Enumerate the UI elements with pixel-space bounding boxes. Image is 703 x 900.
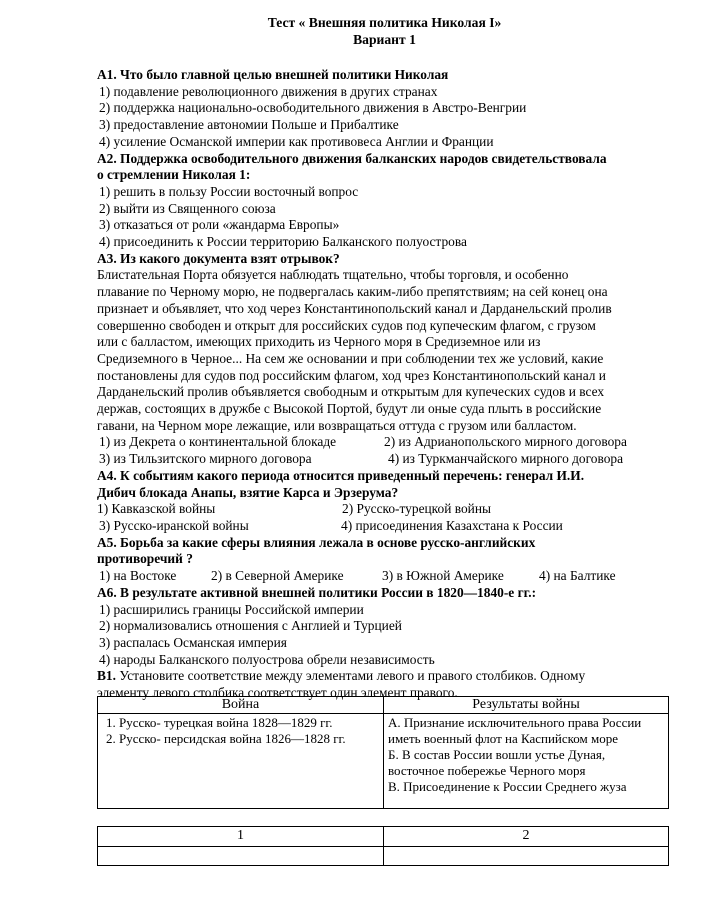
right-item: Б. В состав России вошли устье Дуная, восточное побережье Черного моря xyxy=(388,747,606,779)
answer-option: 4) на Балтике xyxy=(539,568,616,584)
answer-table xyxy=(97,826,669,866)
question-a5 xyxy=(97,535,672,585)
question-a6 xyxy=(97,585,672,669)
answer-option: 2) поддержка национально-освободительного движения в Австро-Венгрии xyxy=(99,100,527,116)
answer-option: 2) в Северной Америке xyxy=(211,568,344,584)
question-a3 xyxy=(97,251,672,468)
question-a1 xyxy=(97,67,672,151)
excerpt-line: держав, состоящих в дружбе с Высокой Портой, будут ли оные суда плыть в российские xyxy=(97,401,602,417)
answer-option: 3) из Тильзитского мирного договора xyxy=(99,451,312,467)
excerpt-line: плавание по Черному морю, не подвергалась каким-либо препятствиям; на сей конец она xyxy=(97,284,608,300)
variant-title: Вариант 1 xyxy=(353,32,416,47)
test-title: Тест « Внешняя политика Николая I» xyxy=(267,15,502,30)
answer-option: 2) из Адрианопольского мирного договора xyxy=(384,434,627,450)
right-cell xyxy=(384,714,669,809)
column-header-results: Результаты войны xyxy=(384,697,669,714)
question-text: А5. Борьба за какие сферы влияния лежала в основе русско-английских xyxy=(97,534,536,550)
answer-option: 3) Русско-иранской войны xyxy=(99,517,249,533)
excerpt-line: Дарданельский пролив объявляется свободным и открытым для купеческих судов и всех xyxy=(97,384,605,400)
question-text-cont: элементу левого столбика соответствует один элемент правого. xyxy=(97,685,458,701)
answer-option: 3) отказаться от роли «жандарма Европы» xyxy=(99,217,340,233)
source-excerpt xyxy=(97,267,672,434)
answer-option: 2) выйти из Священного союза xyxy=(99,200,276,216)
excerpt-line: Средиземного в Черное... На сем же основании и при соблюдении тех же условий, какие xyxy=(97,350,604,366)
excerpt-line: гавани, на Черном море лежащие, или возвращаться оттуда с грузом или балластом. xyxy=(97,417,577,433)
question-label: В1. xyxy=(97,668,116,684)
answer-header-2: 2 xyxy=(384,827,669,847)
right-item: А. Признание исключительного права России иметь военный флот на Каспийском море xyxy=(388,715,642,747)
answer-option: 1) Кавказской войны xyxy=(97,501,216,517)
right-item: В. Присоединение к России Среднего жуза xyxy=(388,779,627,795)
question-a2 xyxy=(97,151,672,251)
question-text: А3. Из какого документа взят отрывок? xyxy=(97,250,340,266)
answer-option: 4) присоединить к России территорию Балканского полуострова xyxy=(99,234,467,250)
answer-option: 3) предоставление автономии Польше и Прибалтике xyxy=(99,117,399,133)
left-item: 1. Русско- турецкая война 1828—1829 гг. xyxy=(106,715,333,731)
column-header-war: Война xyxy=(98,697,384,714)
question-text-cont: противоречий ? xyxy=(97,551,193,567)
question-text: А1. Что было главной целью внешней политики Николая xyxy=(97,67,449,82)
excerpt-line: постановлены для судов под российским флагом, ход чрез Константинопольский канал и xyxy=(97,367,606,383)
excerpt-line: Блистательная Порта обязуется наблюдать тщательно, чтобы торговля, и особенно xyxy=(97,267,569,283)
question-text: А6. В результате активной внешней политики России в 1820—1840-е гг.: xyxy=(97,584,537,600)
answer-option: 4) присоединения Казахстана к России xyxy=(341,517,563,533)
question-text: Установите соответствие между элементами левого и правого столбиков. Одному xyxy=(115,668,586,684)
question-text-cont: о стремлении Николая 1: xyxy=(97,167,251,183)
excerpt-line: признает и объявляет, что ход через Константинопольский канал и Дарданельский пролив xyxy=(97,300,612,316)
answer-option: 1) из Декрета о континентальной блокаде xyxy=(99,434,337,450)
test-page xyxy=(97,14,672,866)
answer-option: 1) решить в пользу России восточный вопрос xyxy=(99,183,359,199)
question-text-cont: Дибич блокада Анапы, взятие Карса и Эрзерума? xyxy=(97,484,399,500)
question-b1 xyxy=(97,668,672,865)
answer-cell-2[interactable] xyxy=(384,846,669,865)
matching-table xyxy=(97,696,669,809)
answer-option: 4) из Туркманчайского мирного договора xyxy=(388,451,624,467)
left-cell xyxy=(98,714,384,809)
question-text: А4. К событиям какого периода относится приведенный перечень: генерал И.И. xyxy=(97,467,585,483)
question-a4 xyxy=(97,468,672,535)
answer-option: 1) на Востоке xyxy=(99,568,177,584)
answer-option: 4) усиление Османской империи как противовеса Англии и Франции xyxy=(99,133,494,149)
answer-cell-1[interactable] xyxy=(98,846,384,865)
question-text: А2. Поддержка освободительного движения балканских народов свидетельствовала xyxy=(97,150,607,166)
left-item: 2. Русско- персидская война 1826—1828 гг. xyxy=(106,731,346,747)
answer-option: 3) распалась Османская империя xyxy=(99,634,287,650)
answer-option: 1) подавление революционного движения в других странах xyxy=(99,83,438,99)
answer-header-1: 1 xyxy=(98,827,384,847)
answer-option: 1) расширились границы Российской империи xyxy=(99,601,364,617)
answer-option: 3) в Южной Америке xyxy=(382,568,504,584)
answer-option: 2) Русско-турецкой войны xyxy=(342,501,491,517)
answer-option: 4) народы Балканского полуострова обрели независимость xyxy=(99,651,435,667)
excerpt-line: или с балластом, имеющих приходить из Черного моря в Средиземное или из xyxy=(97,334,541,350)
excerpt-line: совершенно свободен и открыт для российских судов под купеческим флагом, с грузом xyxy=(97,317,596,333)
answer-option: 2) нормализовались отношения с Англией и Турцией xyxy=(99,618,402,634)
